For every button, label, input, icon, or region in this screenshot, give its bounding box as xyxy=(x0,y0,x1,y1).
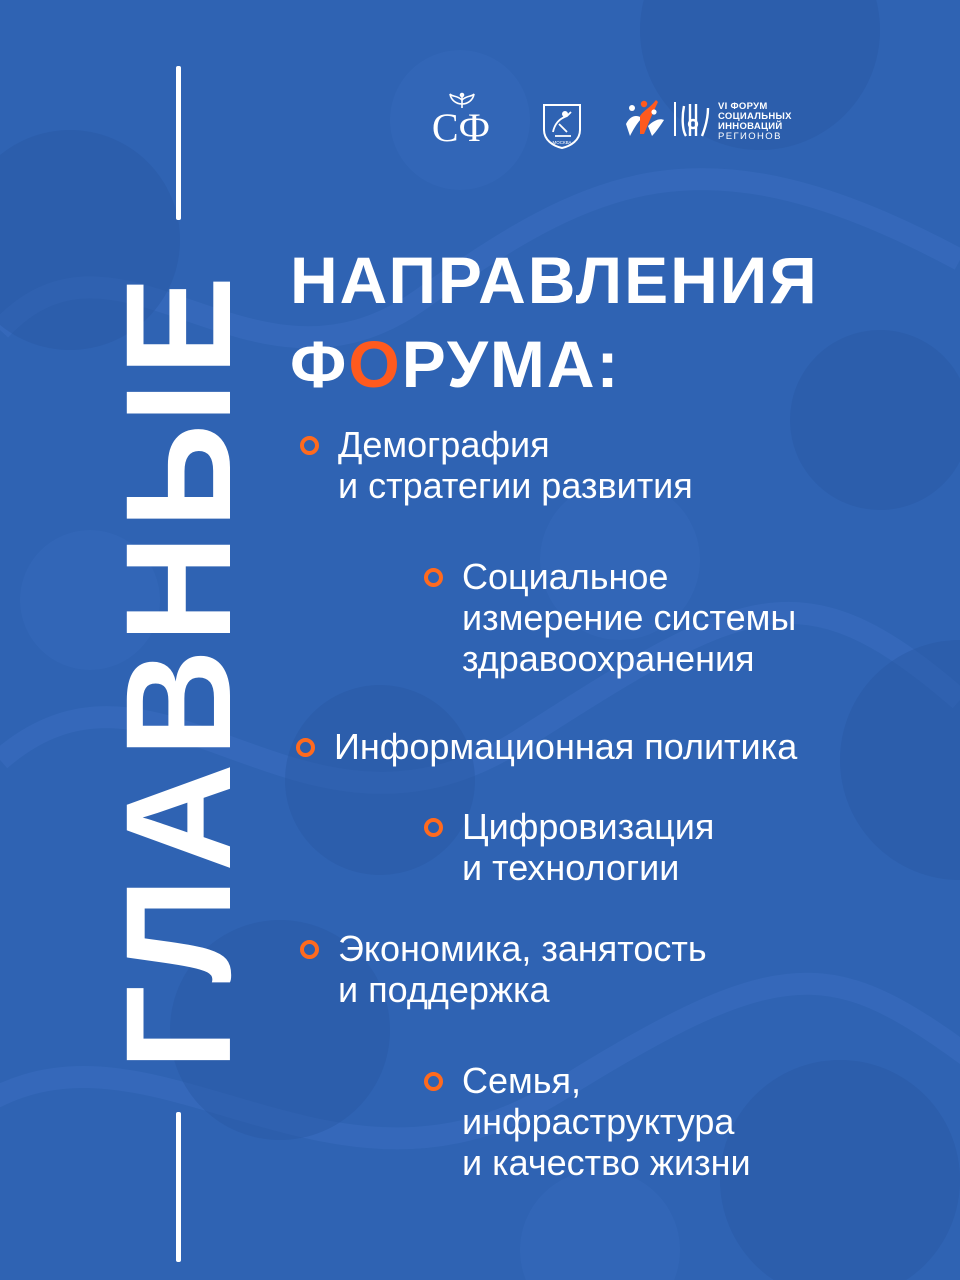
heading-line-1: НАПРАВЛЕНИЯ xyxy=(290,243,819,317)
federation-council-logo xyxy=(416,92,506,150)
heading-accent-letter: О xyxy=(348,327,402,401)
logo-bar xyxy=(0,92,960,162)
vertical-title: ГЛАВНЫЕ xyxy=(94,269,262,1071)
forum-figures-icon xyxy=(622,96,712,142)
direction-item xyxy=(424,556,796,679)
direction-label: Информационная политика xyxy=(334,726,798,767)
page-heading xyxy=(290,238,819,406)
heading-line-2 xyxy=(290,322,819,406)
direction-item xyxy=(300,424,693,506)
federation-council-abbr: СФ xyxy=(431,105,491,150)
ring-bullet-icon xyxy=(300,436,319,455)
direction-item xyxy=(424,1060,751,1183)
direction-label: Социальное измерение системы здравоохранения xyxy=(462,556,797,679)
forum-logo xyxy=(622,96,802,146)
heading-text: РУМА: xyxy=(401,327,621,401)
direction-label: Семья, инфраструктура и качество жизни xyxy=(462,1060,751,1183)
ring-bullet-icon xyxy=(424,568,443,587)
forum-title-line: СОЦИАЛЬНЫХ xyxy=(718,111,792,122)
ring-bullet-icon xyxy=(296,738,315,757)
forum-title xyxy=(718,102,792,142)
moscow-coat-of-arms-icon xyxy=(541,102,583,150)
ring-bullet-icon xyxy=(424,818,443,837)
heading-text: Ф xyxy=(290,327,349,401)
forum-title-line: ИННОВАЦИЙ xyxy=(718,121,783,132)
direction-label: Демография и стратегии развития xyxy=(338,424,693,506)
ring-bullet-icon xyxy=(424,1072,443,1091)
direction-item xyxy=(300,928,707,1010)
direction-label: Цифровизация и технологии xyxy=(462,806,715,888)
direction-item xyxy=(424,806,714,888)
forum-title-regions: РЕГИОНОВ xyxy=(718,131,782,142)
direction-label: Экономика, занятость и поддержка xyxy=(338,928,707,1010)
moscow-caption: МОСКВА xyxy=(552,140,572,145)
vertical-line-bottom xyxy=(176,1112,181,1262)
ring-bullet-icon xyxy=(300,940,319,959)
forum-title-line: VI ФОРУМ xyxy=(718,101,768,112)
direction-item xyxy=(296,726,797,767)
